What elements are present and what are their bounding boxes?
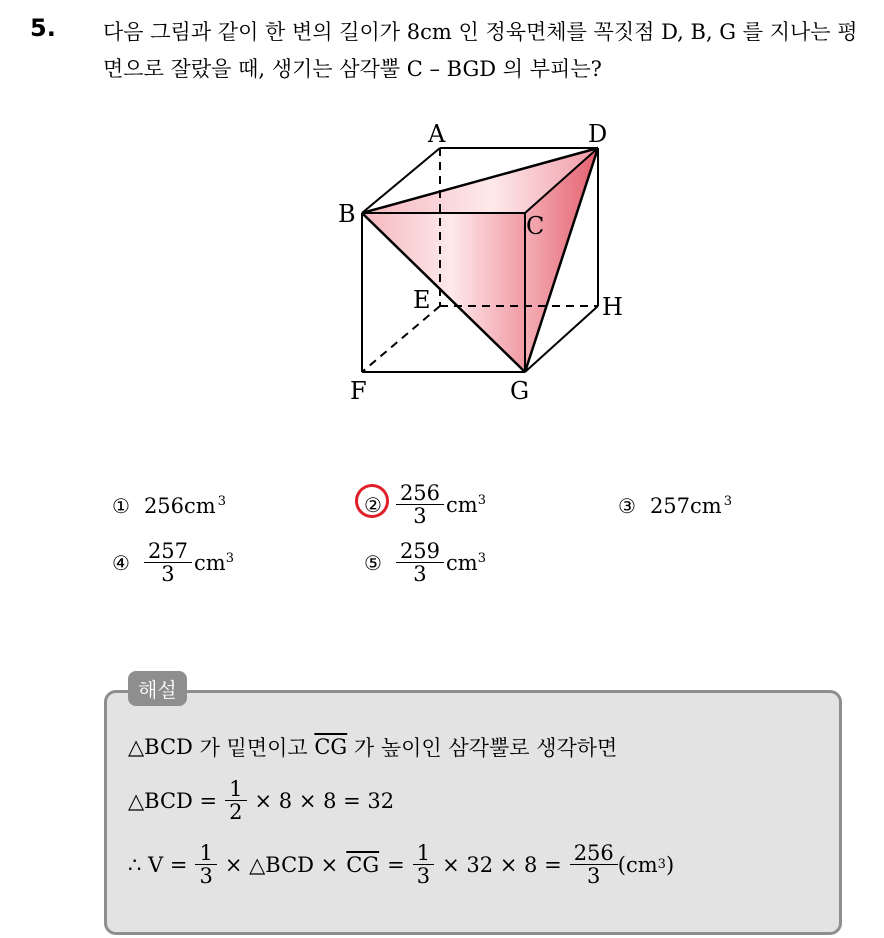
- question-text: 다음 그림과 같이 한 변의 길이가 8cm 인 정육면체를 꼭짓점 D, B, G 를 지나는 평면으로 잘랐을 때, 생기는 삼각뿔 C – BGD 의 부피는?: [103, 20, 858, 81]
- choice-1[interactable]: [112, 494, 226, 518]
- solution-line-2-fraction: $\frac{1}{2}$: [227, 778, 244, 823]
- solution-tag: 해설: [128, 671, 187, 706]
- solution-line-1: △BCD 가 밑면이고 $\overline{CG}$ 가 높이인 삼각뿔로 생각하면: [128, 735, 618, 760]
- choice-5-number: ⑤: [364, 550, 382, 575]
- choice-1-value: 256cm $^3$: [143, 494, 226, 518]
- solution-frac-3: $\frac{256}{3}$: [572, 842, 616, 887]
- choice-4-unit: $cm^3$: [194, 550, 234, 575]
- label-f: F: [350, 377, 367, 405]
- choice-4-number: ④: [112, 550, 130, 575]
- cube-figure: [300, 110, 650, 410]
- solution-line-2: △BCD = $\frac{1}{2}$ × 8 × 8 = 32: [128, 777, 395, 825]
- solution-frac-2: $\frac{1}{3}$: [415, 842, 432, 887]
- choice-2-unit: $cm^3$: [446, 492, 486, 517]
- label-a: A: [428, 120, 446, 148]
- label-b: B: [338, 200, 356, 228]
- choice-2-number: ②: [364, 493, 382, 517]
- choice-4-fraction: $\frac{257}{3}$: [146, 540, 190, 585]
- edge-ef: [362, 306, 440, 372]
- solution-line-3: ∴ V = $\frac{1}{3}$ × △BCD × $\overline{CG}$ = $\frac{1}{3}$ × 32 × 8 = $\frac{256}{3}$ (cm 3 ): [128, 841, 675, 889]
- question-number: 5.: [30, 14, 56, 42]
- choice-5-fraction: $\frac{259}{3}$: [398, 540, 442, 585]
- choice-5[interactable]: [364, 540, 486, 585]
- choice-3-number: ③: [618, 494, 636, 518]
- label-h: H: [602, 293, 623, 321]
- label-e: E: [413, 286, 431, 314]
- choice-4[interactable]: [112, 540, 234, 585]
- solution-frac-1: $\frac{1}{3}$: [197, 842, 214, 887]
- choice-5-unit: $cm^3$: [446, 550, 486, 575]
- label-c: C: [526, 212, 545, 240]
- answer-mark-circle: [351, 479, 394, 522]
- label-d: D: [588, 120, 608, 148]
- choice-1-number: ①: [112, 494, 130, 518]
- choice-3-value: 257cm $^3$: [649, 494, 732, 518]
- label-g: G: [510, 377, 530, 405]
- choice-3[interactable]: [618, 494, 732, 518]
- choice-2-fraction: $\frac{256}{3}$: [398, 482, 442, 527]
- choice-2[interactable]: [364, 482, 486, 527]
